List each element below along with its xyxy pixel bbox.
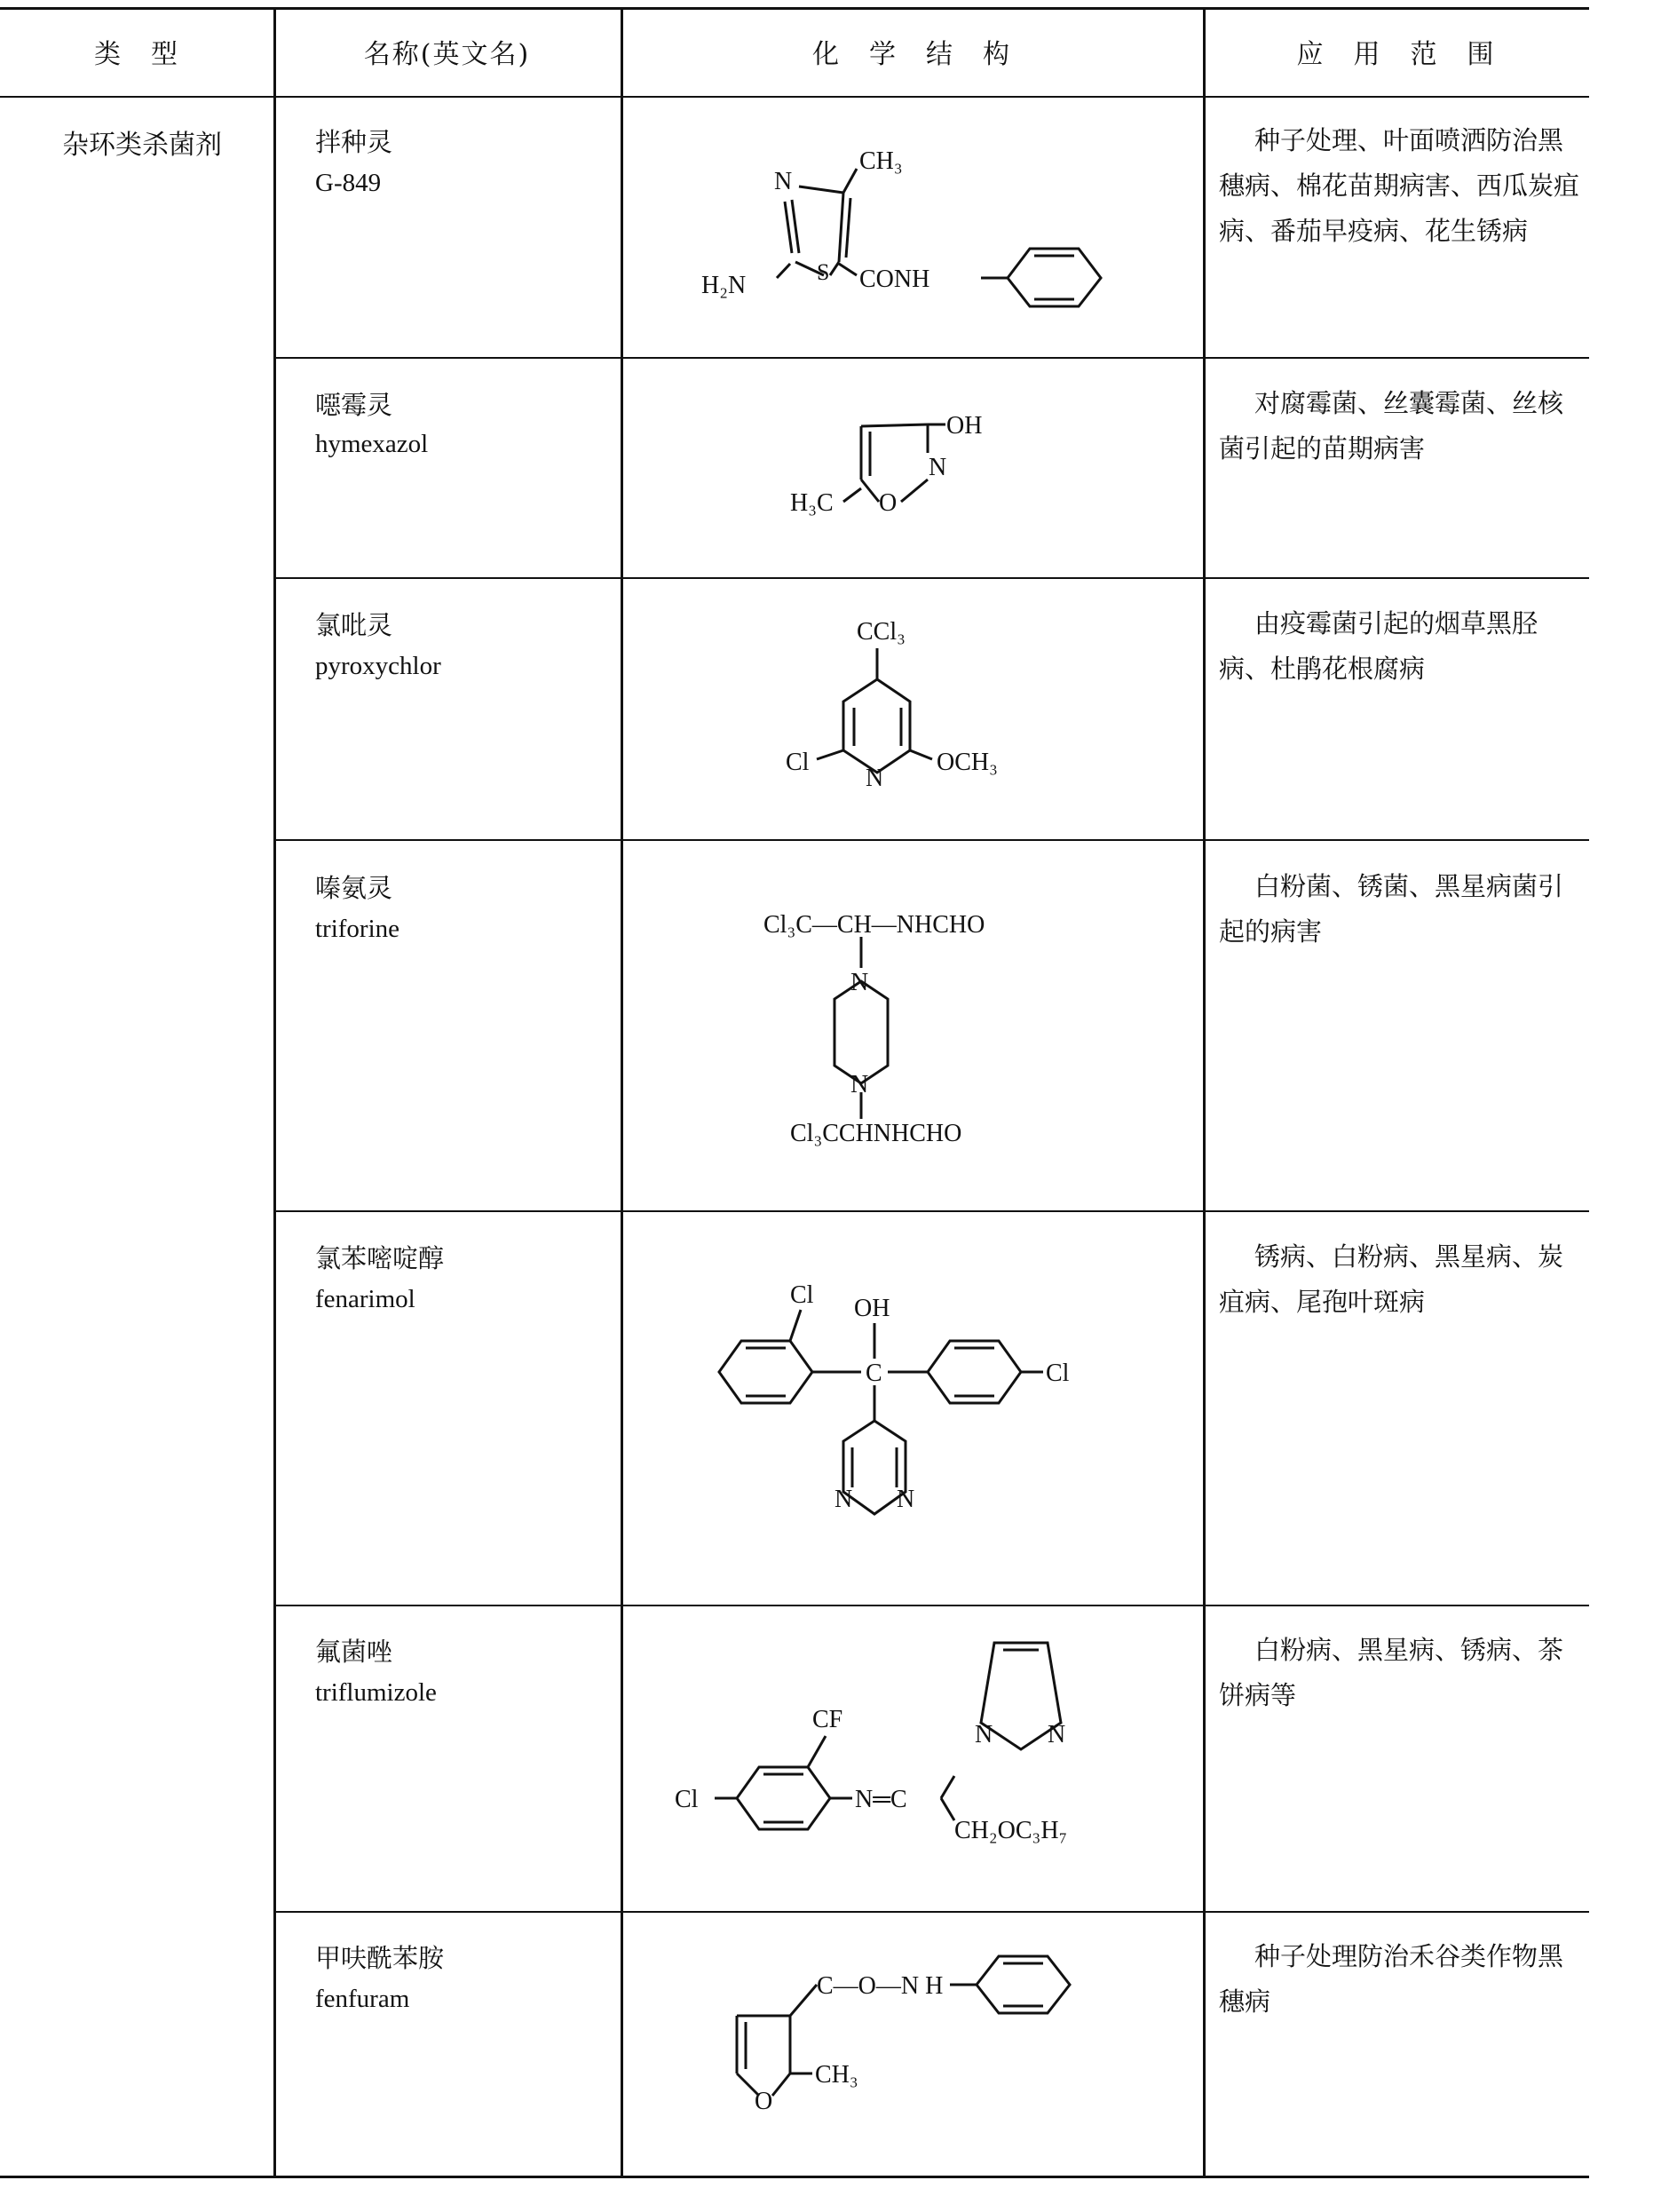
- structure-g849: [675, 129, 1154, 333]
- row-4-application: 白粉菌、锈菌、黑星病菌引起的病害: [1219, 871, 1564, 947]
- row-rule: [273, 1911, 1589, 1913]
- triflumizole-label-nc: N═C: [855, 1786, 907, 1813]
- fenarimol-label-cl1: Cl: [790, 1281, 814, 1309]
- structure-hymexazol: [772, 391, 1056, 533]
- hymexazol-label-o: O: [879, 489, 898, 517]
- type-label: 杂环类杀菌剂: [62, 130, 222, 161]
- pyroxychlor-label-och3: OCH₃: [937, 749, 998, 776]
- triforine-label-top: Cl₃C—CH—NHCHO: [763, 911, 985, 939]
- structure-fenarimol: [701, 1265, 1127, 1576]
- triflumizole-label-ch2oc3h7: CH₂OC₃H₇: [954, 1817, 1068, 1844]
- structure-pyroxychlor: [772, 608, 1065, 804]
- col-divider-1: [273, 7, 276, 2176]
- triflumizole-label-cl: Cl: [675, 1786, 699, 1813]
- triforine-label-n2: N: [850, 1071, 869, 1098]
- row-2-name-en: hymexazol: [315, 430, 429, 458]
- row-6-application: 白粉病、黑星病、锈病、茶饼病等: [1219, 1635, 1564, 1710]
- g849-label-h2n: H₂N: [701, 272, 747, 299]
- row-2-name-cn: 噁霉灵: [315, 390, 393, 420]
- row-4-name-en: triforine: [315, 915, 400, 943]
- top-rule: [0, 7, 1589, 10]
- pyroxychlor-label-cl: Cl: [786, 749, 810, 776]
- triforine-label-n1: N: [850, 969, 869, 996]
- bottom-rule: [0, 2176, 1589, 2178]
- triforine-label-bottom: Cl₃CCHNHCHO: [790, 1120, 962, 1147]
- header-name: 名称(英文名): [363, 39, 531, 70]
- row-7-name-cn: 甲呋酰苯胺: [315, 1943, 445, 1973]
- structure-triflumizole: [670, 1625, 1167, 1865]
- row-4-name-cn: 嗪氨灵: [315, 873, 393, 903]
- row-rule: [273, 357, 1589, 359]
- fenfuram-label-o: O: [755, 2088, 773, 2115]
- row-rule: [273, 1210, 1589, 1212]
- fenarimol-label-cl2: Cl: [1046, 1360, 1070, 1387]
- fenfuram-label-ch3: CH₃: [815, 2061, 858, 2089]
- hymexazol-label-oh: OH: [946, 412, 983, 440]
- row-7-name-en: fenfuram: [315, 1985, 410, 2013]
- structure-fenfuram: [710, 1949, 1119, 2153]
- header-type: 类 型: [94, 39, 179, 70]
- row-rule: [273, 839, 1589, 841]
- row-3-name-cn: 氯吡灵: [315, 610, 393, 640]
- triflumizole-label-n1: N: [975, 1721, 993, 1748]
- hymexazol-label-n: N: [929, 454, 947, 481]
- g849-label-s: S: [817, 259, 830, 285]
- row-5-name-cn: 氯苯嘧啶醇: [315, 1243, 445, 1273]
- row-1-name-cn: 拌种灵: [315, 127, 393, 157]
- row-6-name-cn: 氟菌唑: [315, 1637, 393, 1667]
- row-1-application: 种子处理、叶面喷洒防治黑穗病、棉花苗期病害、西瓜炭疽病、番茄早疫病、花生锈病: [1219, 125, 1580, 246]
- header-rule: [0, 96, 1589, 98]
- col-divider-3: [1203, 7, 1206, 2176]
- row-7-application: 种子处理防治禾谷类作物黑穗病: [1219, 1941, 1564, 2017]
- pyroxychlor-label-n: N: [866, 765, 884, 792]
- col-divider-2: [621, 7, 623, 2176]
- fenarimol-label-n2: N: [897, 1486, 915, 1513]
- g849-label-conh: CONH: [859, 266, 930, 293]
- header-structure: 化 学 结 构: [812, 39, 1011, 70]
- fenarimol-label-oh: OH: [854, 1295, 890, 1322]
- fenarimol-label-c: C: [866, 1360, 882, 1387]
- g849-label-n: N: [774, 168, 793, 195]
- g849-label-ch3: CH₃: [859, 147, 903, 175]
- row-3-name-en: pyroxychlor: [315, 652, 441, 680]
- triflumizole-label-n2: N: [1048, 1721, 1066, 1748]
- row-1-name-en: G-849: [315, 169, 382, 197]
- row-6-name-en: triflumizole: [315, 1678, 437, 1707]
- row-2-application: 对腐霉菌、丝囊霉菌、丝核菌引起的苗期病害: [1219, 388, 1564, 464]
- row-3-application: 由疫霉菌引起的烟草黑胫病、杜鹃花根腐病: [1219, 608, 1538, 684]
- hymexazol-label-h3c: H₃C: [790, 489, 834, 517]
- row-rule: [273, 1605, 1589, 1606]
- row-5-application: 锈病、白粉病、黑星病、炭疽病、尾孢叶斑病: [1219, 1241, 1564, 1317]
- pyroxychlor-label-ccl3: CCl₃: [857, 618, 906, 646]
- triflumizole-label-cf: CF: [812, 1706, 843, 1733]
- fenarimol-label-n1: N: [834, 1486, 853, 1513]
- row-5-name-en: fenarimol: [315, 1285, 415, 1313]
- structure-triforine: [755, 901, 1074, 1159]
- row-rule: [273, 577, 1589, 579]
- header-application: 应 用 范 围: [1296, 39, 1496, 70]
- fenfuram-label-conh: C—O—N H: [817, 1972, 944, 2000]
